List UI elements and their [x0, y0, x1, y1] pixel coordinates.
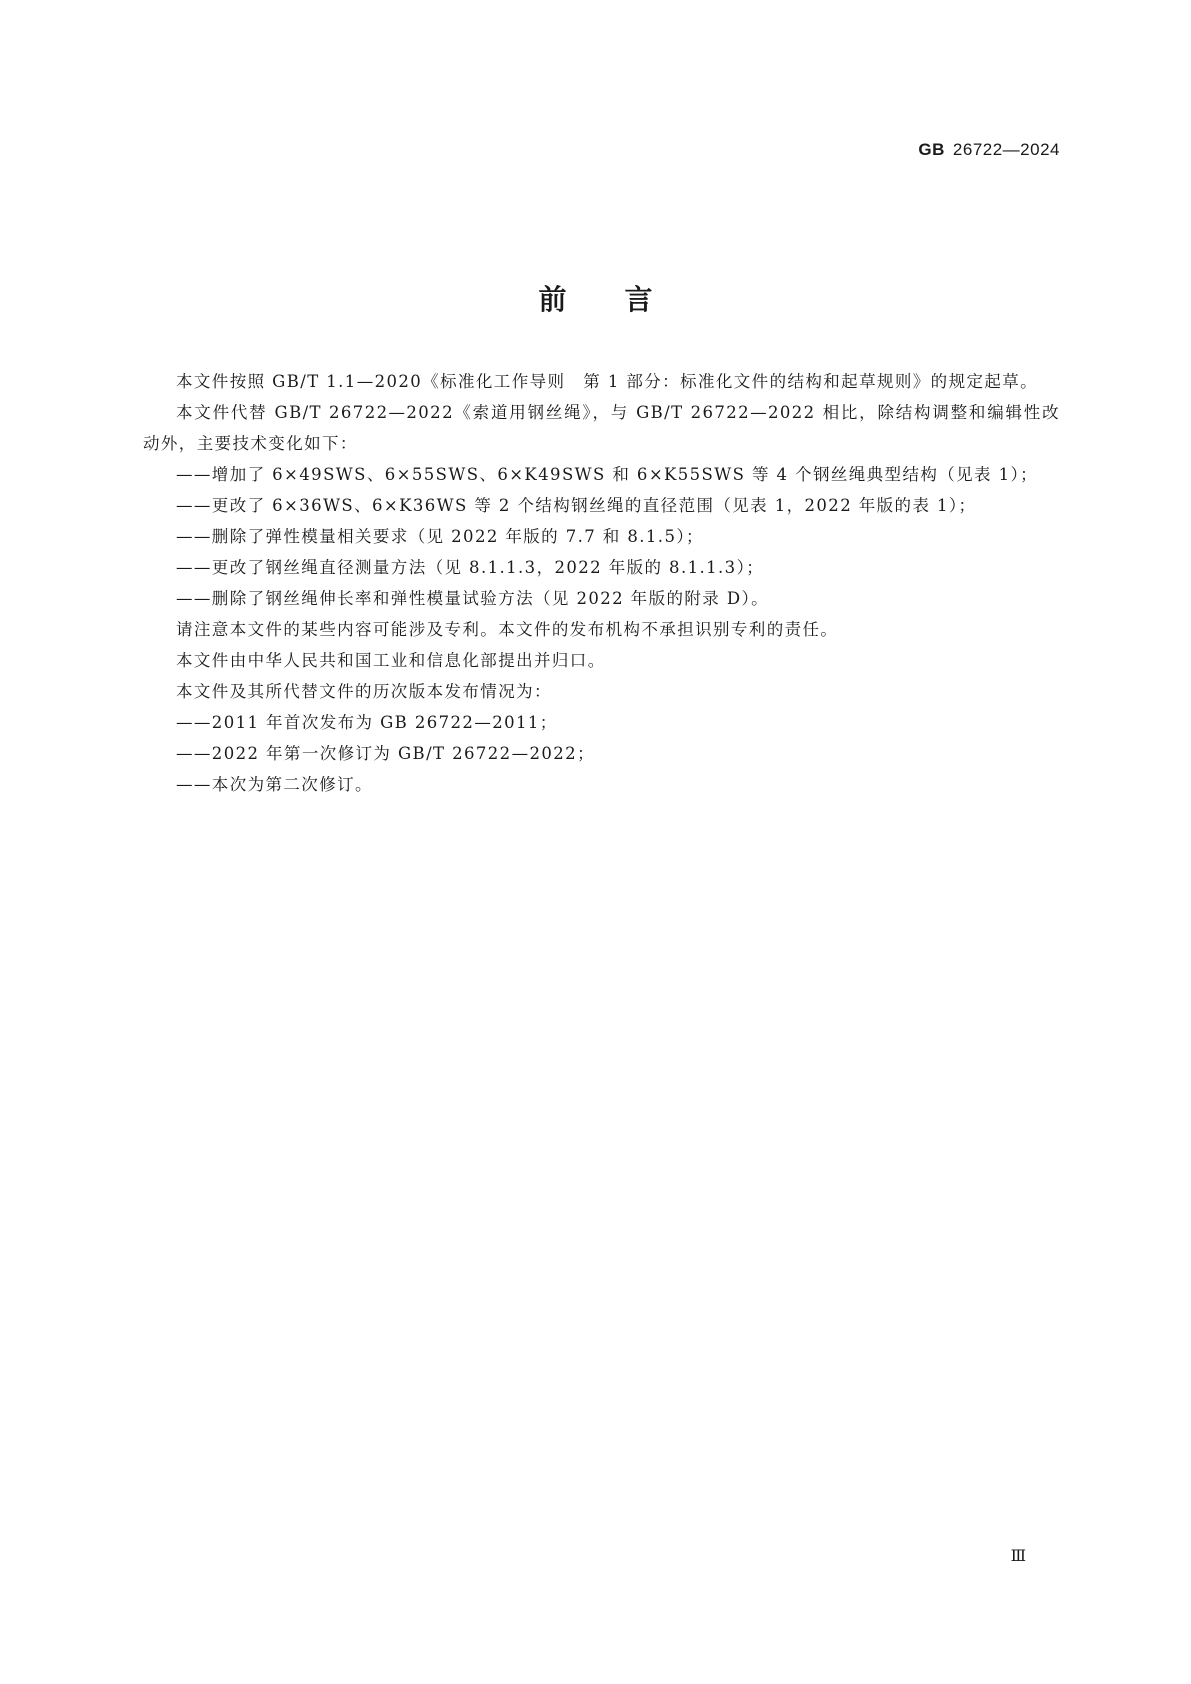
- document-code-prefix: GB: [918, 140, 945, 159]
- change-item: ——删除了钢丝绳伸长率和弹性模量试验方法（见 2022 年版的附录 D）。: [176, 589, 770, 608]
- history-item: ——本次为第二次修订。: [176, 775, 373, 794]
- history-item: ——2011 年首次发布为 GB 26722—2011；: [176, 713, 558, 732]
- change-item: ——增加了 6×49SWS、6×55SWS、6×K49SWS 和 6×K55SWS 等 4 个钢丝绳典型结构（见表 1）；: [176, 465, 1039, 484]
- document-code: [918, 140, 1060, 160]
- document-code-number: 26722—2024: [952, 140, 1060, 159]
- paragraph-proposer: 本文件由中华人民共和国工业和信息化部提出并归口。: [176, 651, 606, 670]
- history-item: ——2022 年第一次修订为 GB/T 26722—2022；: [176, 744, 595, 763]
- paragraph-drafting-rules: 本文件按照 GB/T 1.1—2020《标准化工作导则 第 1 部分：标准化文件的结构和起草规则》的规定起草。: [176, 372, 1039, 391]
- foreword-body: [143, 366, 1060, 800]
- paragraph-patent-notice: 请注意本文件的某些内容可能涉及专利。本文件的发布机构不承担识别专利的责任。: [176, 620, 839, 639]
- paragraph-history-intro: 本文件及其所代替文件的历次版本发布情况为：: [176, 682, 552, 701]
- change-item: ——更改了 6×36WS、6×K36WS 等 2 个结构钢丝绳的直径范围（见表 1，2022 年版的表 1）；: [176, 496, 977, 515]
- page-number: Ⅲ: [1010, 1546, 1026, 1565]
- paragraph-replacement: 本文件代替 GB/T 26722—2022《索道用钢丝绳》，与 GB/T 26722—2022 相比，除结构调整和编辑性改动外，主要技术变化如下：: [143, 403, 1060, 453]
- page-title: 前言: [538, 283, 711, 316]
- change-item: ——删除了弹性模量相关要求（见 2022 年版的 7.7 和 8.1.5）；: [176, 527, 704, 546]
- change-item: ——更改了钢丝绳直径测量方法（见 8.1.1.3，2022 年版的 8.1.1.3）；: [176, 558, 765, 577]
